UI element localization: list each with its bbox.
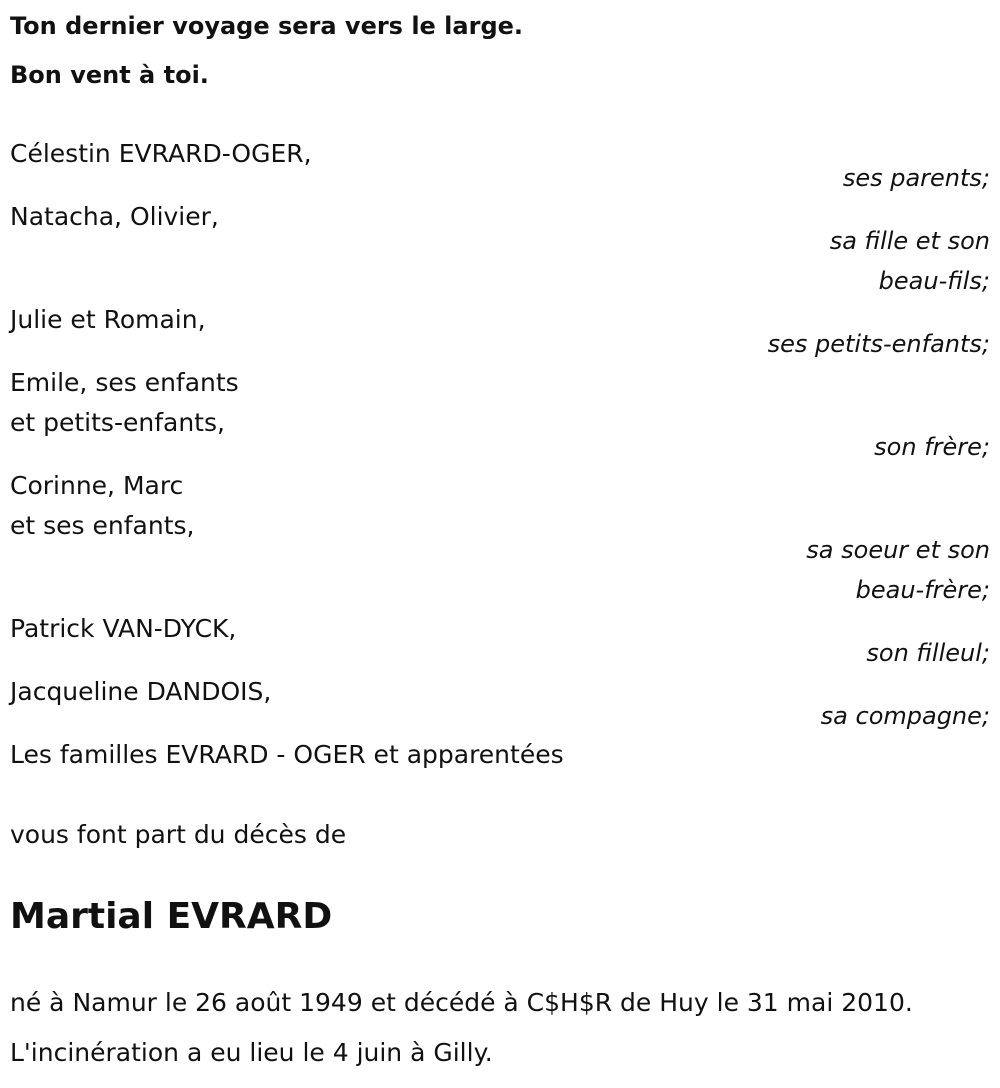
families-line: Les familles EVRARD - OGER et apparentées — [10, 740, 564, 769]
family-name-parents: Célestin EVRARD-OGER, — [10, 139, 312, 168]
family-name-companion: Jacqueline DANDOIS, — [10, 677, 272, 706]
family-name-sister-line-1: Corinne, Marc — [10, 471, 184, 500]
family-name-brother-line-1: Emile, ses enfants — [10, 368, 239, 397]
birth-death-details: né à Namur le 26 août 1949 et décédé à C$H$R de Huy le 31 mai 2010. — [10, 988, 913, 1017]
relation-parents: ses parents; — [842, 164, 990, 192]
family-name-grandchildren: Julie et Romain, — [10, 305, 206, 334]
announcement: vous font part du décès de — [10, 820, 347, 849]
family-name-brother-line-2: et petits-enfants, — [10, 408, 225, 437]
family-name-daughter: Natacha, Olivier, — [10, 202, 219, 231]
relation-sister-line-1: sa soeur et son — [806, 536, 990, 564]
relation-daughter-line-1: sa fille et son — [829, 227, 990, 255]
deceased-name: Martial EVRARD — [10, 896, 333, 937]
relation-sister-line-2: beau-frère; — [855, 576, 990, 604]
relation-grandchildren: ses petits-enfants; — [767, 330, 990, 358]
family-name-sister-line-2: et ses enfants, — [10, 511, 195, 540]
relation-daughter-line-2: beau-fils; — [878, 267, 990, 295]
relation-companion: sa compagne; — [820, 702, 990, 730]
relation-godson: son filleul; — [866, 639, 990, 667]
epigraph-line-2: Bon vent à toi. — [10, 61, 209, 89]
family-name-godson: Patrick VAN-DYCK, — [10, 614, 237, 643]
cremation-details: L'incinération a eu lieu le 4 juin à Gilly. — [10, 1038, 493, 1067]
epigraph-line-1: Ton dernier voyage sera vers le large. — [10, 12, 524, 40]
relation-brother: son frère; — [874, 433, 990, 461]
